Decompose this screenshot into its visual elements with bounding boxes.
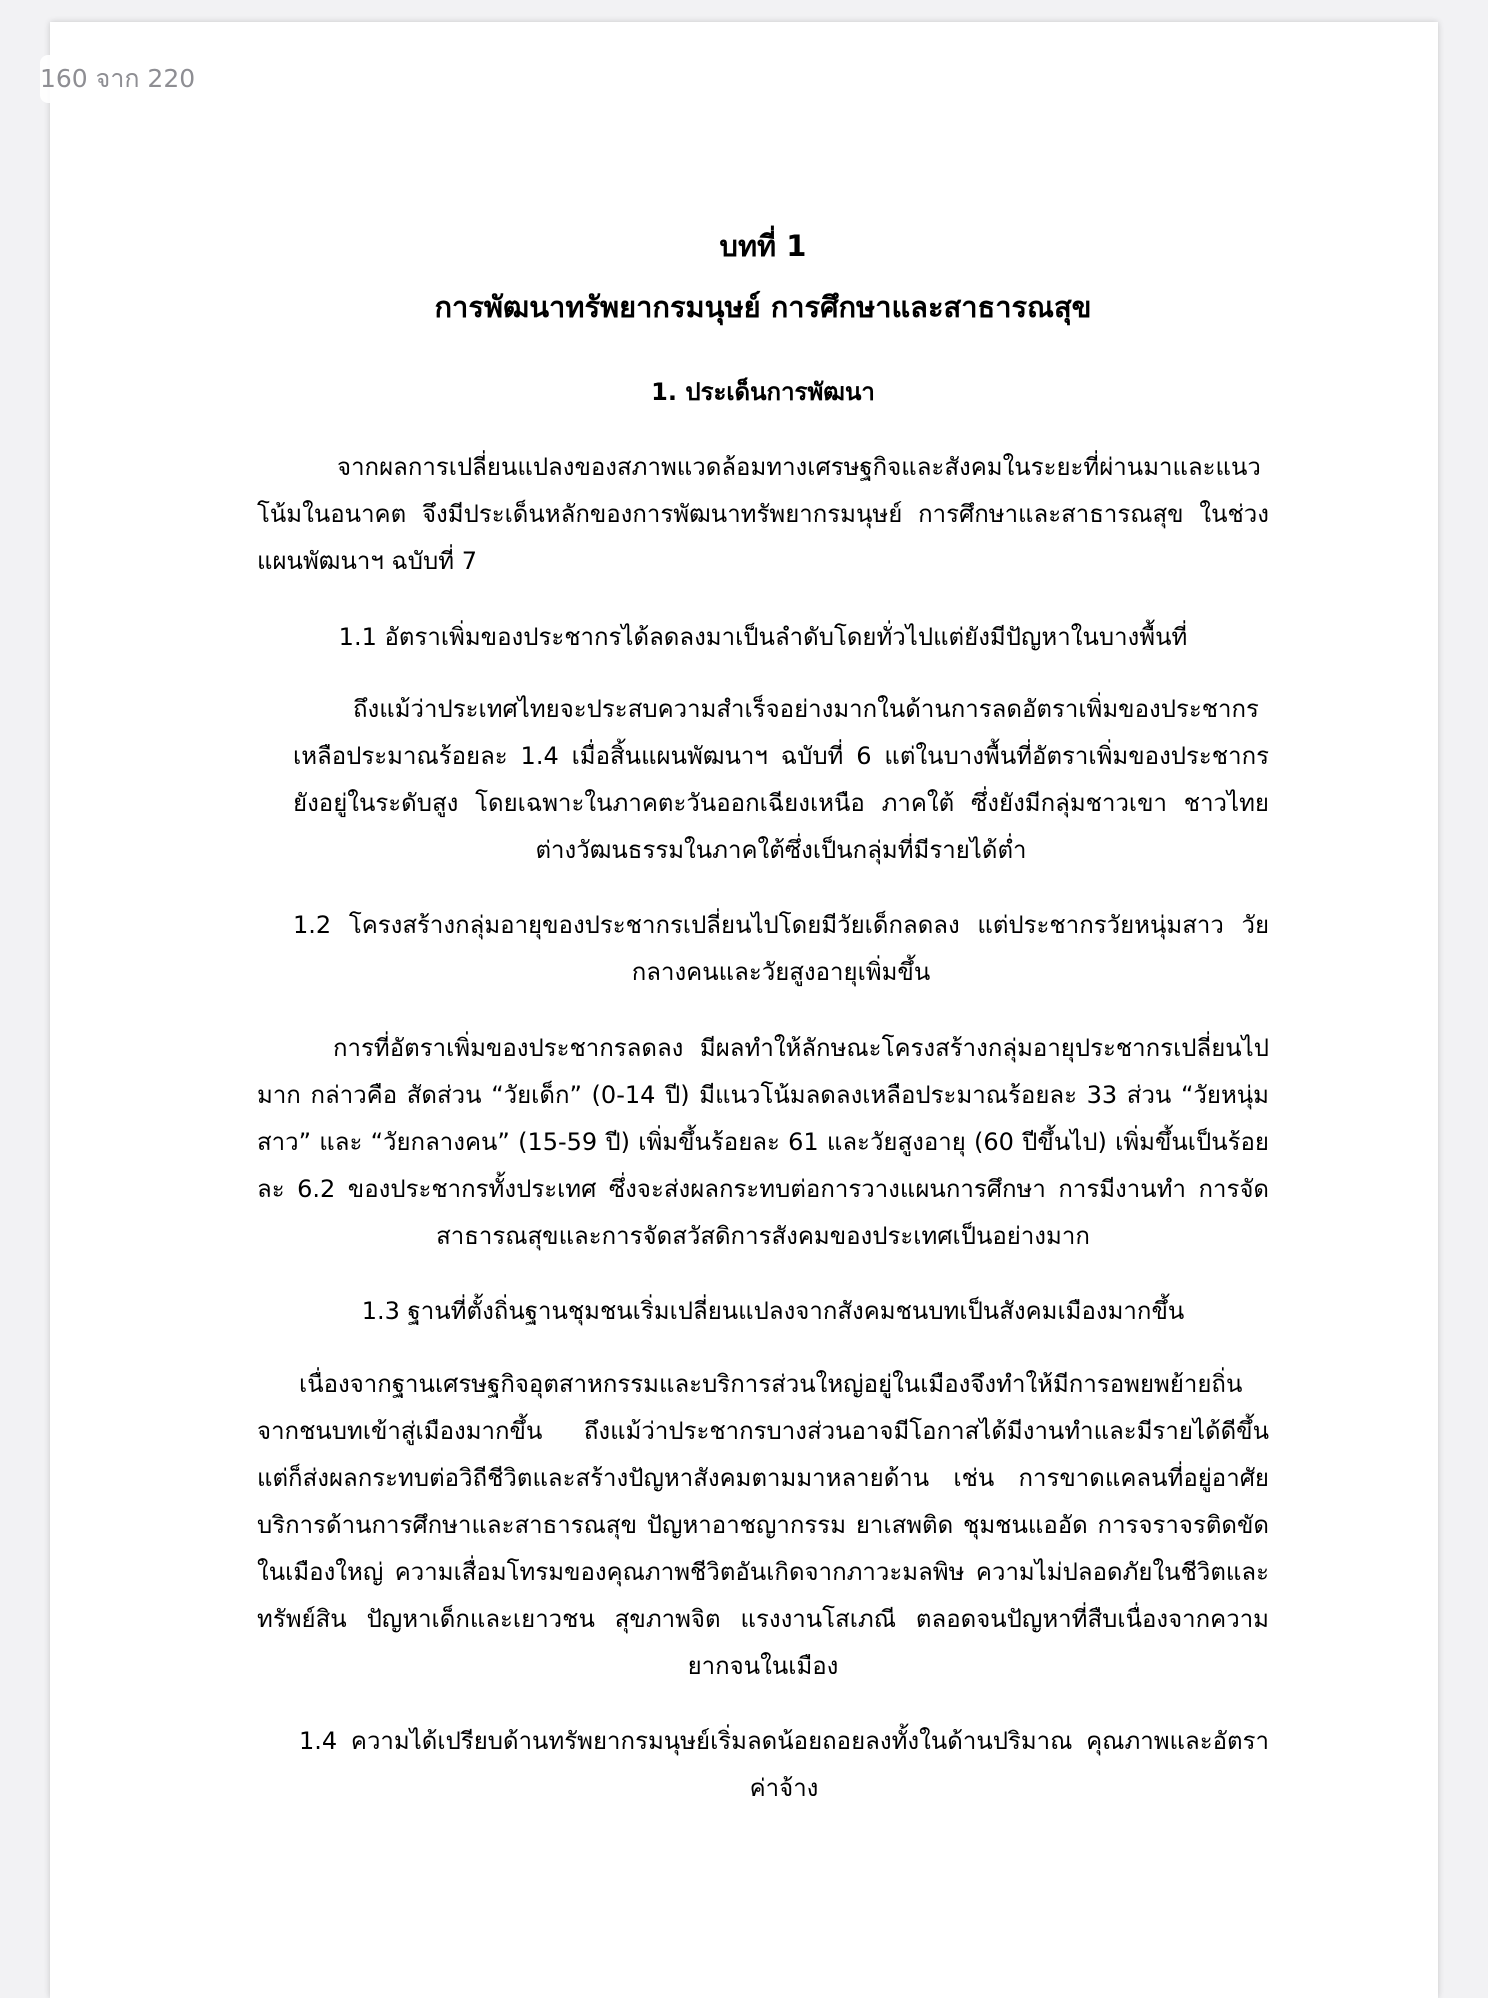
chapter-subtitle: การพัฒนาทรัพยากรมนุษย์ การศึกษาและสาธารณสุข bbox=[434, 290, 1092, 324]
chapter-title: บทที่ 1 bbox=[719, 229, 807, 263]
subsection-1-1-body: ถึงแม้ว่าประเทศไทยจะประสบความสำเร็จอย่างมากในด้านการลดอัตราเพิ่มของประชากร เหลือประมาณร้อยละ 1.4 เมื่อสิ้นแผนพัฒนาฯ ฉบับที่ 6 แต่ในบางพื้นที่อัตราเพิ่มของประชากร ยังอยู่ในระดับสูง โดยเฉพาะในภาคตะวันออกเฉียงเหนือ ภาคใต้ ซึ่งยังมีกลุ่มชาวเขา ชาวไทยต่างวัฒนธรรมในภาคใต้ซึ่งเป็นกลุ่มที่มีรายได้ต่ำ bbox=[293, 695, 1269, 864]
page-counter: 160 จาก 220 bbox=[40, 55, 195, 103]
subsection-1-2-body: การที่อัตราเพิ่มของประชากรลดลง มีผลทำให้ลักษณะโครงสร้างกลุ่มอายุประชากรเปลี่ยนไปมาก กล่าวคือ สัดส่วน “วัยเด็ก” (0-14 ปี) มีแนวโน้มลดลงเหลือประมาณร้อยละ 33 ส่วน “วัยหนุ่มสาว” และ “วัยกลางคน” (15-59 ปี) เพิ่มขึ้นร้อยละ 61 และวัยสูงอายุ (60 ปีขึ้นไป) เพิ่มขึ้นเป็นร้อยละ 6.2 ของประชากรทั้งประเทศ ซึ่งจะส่งผลกระทบต่อการวางแผนการศึกษา การมีงานทำ การจัดสาธารณสุขและการจัดสวัสดิการสังคมของประเทศเป็นอย่างมาก bbox=[257, 1034, 1269, 1250]
subsection-1-1-heading: 1.1 อัตราเพิ่มของประชากรได้ลดลงมาเป็นลำดับโดยทั่วไปแต่ยังมีปัญหาในบางพื้นที่ bbox=[338, 623, 1188, 651]
subsection-1-2-heading: 1.2 โครงสร้างกลุ่มอายุของประชากรเปลี่ยนไปโดยมีวัยเด็กลดลง แต่ประชากรวัยหนุ่มสาว วัยกลางคนและวัยสูงอายุเพิ่มขึ้น bbox=[293, 911, 1269, 986]
subsection-1-3-heading: 1.3 ฐานที่ตั้งถิ่นฐานชุมชนเริ่มเปลี่ยนแปลงจากสังคมชนบทเป็นสังคมเมืองมากขึ้น bbox=[361, 1297, 1185, 1325]
subsection-1-4-heading: 1.4 ความได้เปรียบด้านทรัพยากรมนุษย์เริ่มลดน้อยถอยลงทั้งในด้านปริมาณ คุณภาพและอัตราค่าจ้าง bbox=[299, 1727, 1269, 1802]
subsection-1-3-body: เนื่องจากฐานเศรษฐกิจอุตสาหกรรมและบริการส่วนใหญ่อยู่ในเมืองจึงทำให้มีการอพยพย้ายถิ่นจากชนบทเข้าสู่เมืองมากขึ้น ถึงแม้ว่าประชากรบางส่วนอาจมีโอกาสได้มีงานทำและมีรายได้ดีขึ้น แต่ก็ส่งผลกระทบต่อวิถีชีวิตและสร้างปัญหาสังคมตามมาหลายด้าน เช่น การขาดแคลนที่อยู่อาศัย บริการด้านการศึกษาและสาธารณสุข ปัญหาอาชญากรรม ยาเสพติด ชุมชนแออัด การจราจรติดขัดในเมืองใหญ่ ความเสื่อมโทรมของคุณภาพชีวิตอันเกิดจากภาวะมลพิษ ความไม่ปลอดภัยในชีวิตและทรัพย์สิน ปัญหาเด็กและเยาวชน สุขภาพจิต แรงงานโสเภณี ตลอดจนปัญหาที่สืบเนื่องจากความยากจนในเมือง bbox=[257, 1370, 1269, 1680]
section-title: 1. ประเด็นการพัฒนา bbox=[651, 378, 875, 406]
intro-paragraph: จากผลการเปลี่ยนแปลงของสภาพแวดล้อมทางเศรษฐกิจและสังคมในระยะที่ผ่านมาและแนวโน้มในอนาคต จึงมีประเด็นหลักของการพัฒนาทรัพยากรมนุษย์ การศึกษาและสาธารณสุข ในช่วงแผนพัฒนาฯ ฉบับที่ 7 bbox=[257, 453, 1269, 575]
